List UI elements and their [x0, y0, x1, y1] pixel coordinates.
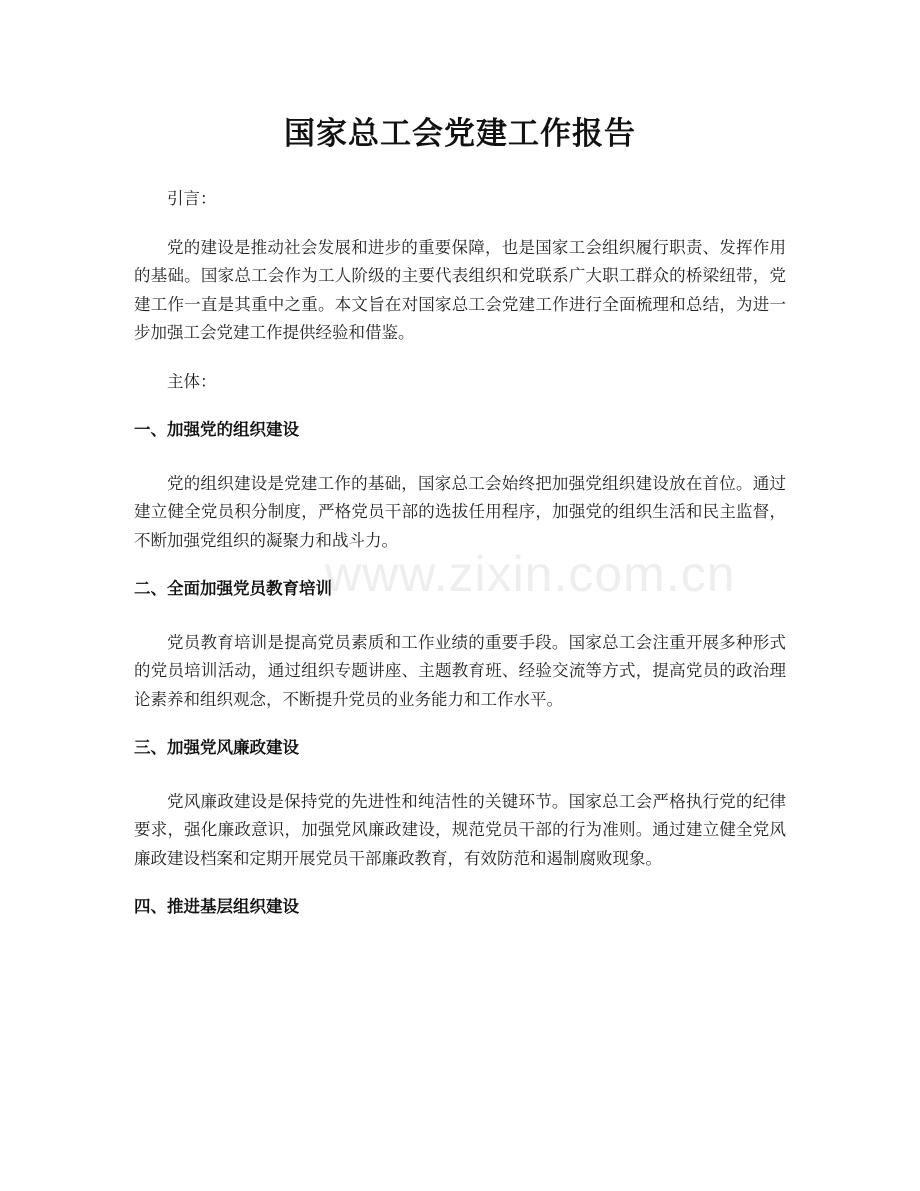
section-paragraph-3: 党风廉政建设是保持党的先进性和纯洁性的关键环节。国家总工会严格执行党的纪律要求，强化廉政意识，加强党风廉政建设，规范党员干部的行为准则。通过建立健全党风廉政建设档案和定期开展党员干部廉政教育，有效防范和遏制腐败现象。: [134, 791, 786, 868]
section-paragraph-1: 党的组织建设是党建工作的基础，国家总工会始终把加强党组织建设放在首位。通过建立健全党员积分制度，严格党员干部的选拔任用程序，加强党的组织生活和民主监督，不断加强党组织的凝聚力和战斗力。: [134, 473, 786, 550]
section-heading-4: 四、推进基层组织建设: [134, 897, 299, 916]
body-label: 主体：: [167, 371, 217, 391]
section-paragraph-2: 党员教育培训是提高党员素质和工作业绩的重要手段。国家总工会注重开展多种形式的党员培训活动，通过组织专题讲座、主题教育班、经验交流等方式，提高党员的政治理论素养和组织观念，不断提升党员的业务能力和工作水平。: [134, 632, 786, 709]
section-heading-2: 二、全面加强党员教育培训: [134, 579, 332, 598]
watermark: www.zixin.com.cn: [325, 546, 736, 602]
intro-paragraph: 党的建设是推动社会发展和进步的重要保障，也是国家工会组织履行职责、发挥作用的基础。国家总工会作为工人阶级的主要代表组织和党联系广大职工群众的桥梁纽带，党建工作一直是其重中之重。本文旨在对国家总工会党建工作进行全面梳理和总结，为进一步加强工会党建工作提供经验和借鉴。: [134, 237, 786, 342]
intro-label: 引言：: [167, 189, 217, 208]
document-title: 国家总工会党建工作报告: [284, 116, 636, 152]
section-heading-3: 三、加强党风廉政建设: [134, 738, 299, 757]
section-heading-1: 一、加强党的组织建设: [134, 420, 299, 439]
document-body: [134, 185, 786, 922]
